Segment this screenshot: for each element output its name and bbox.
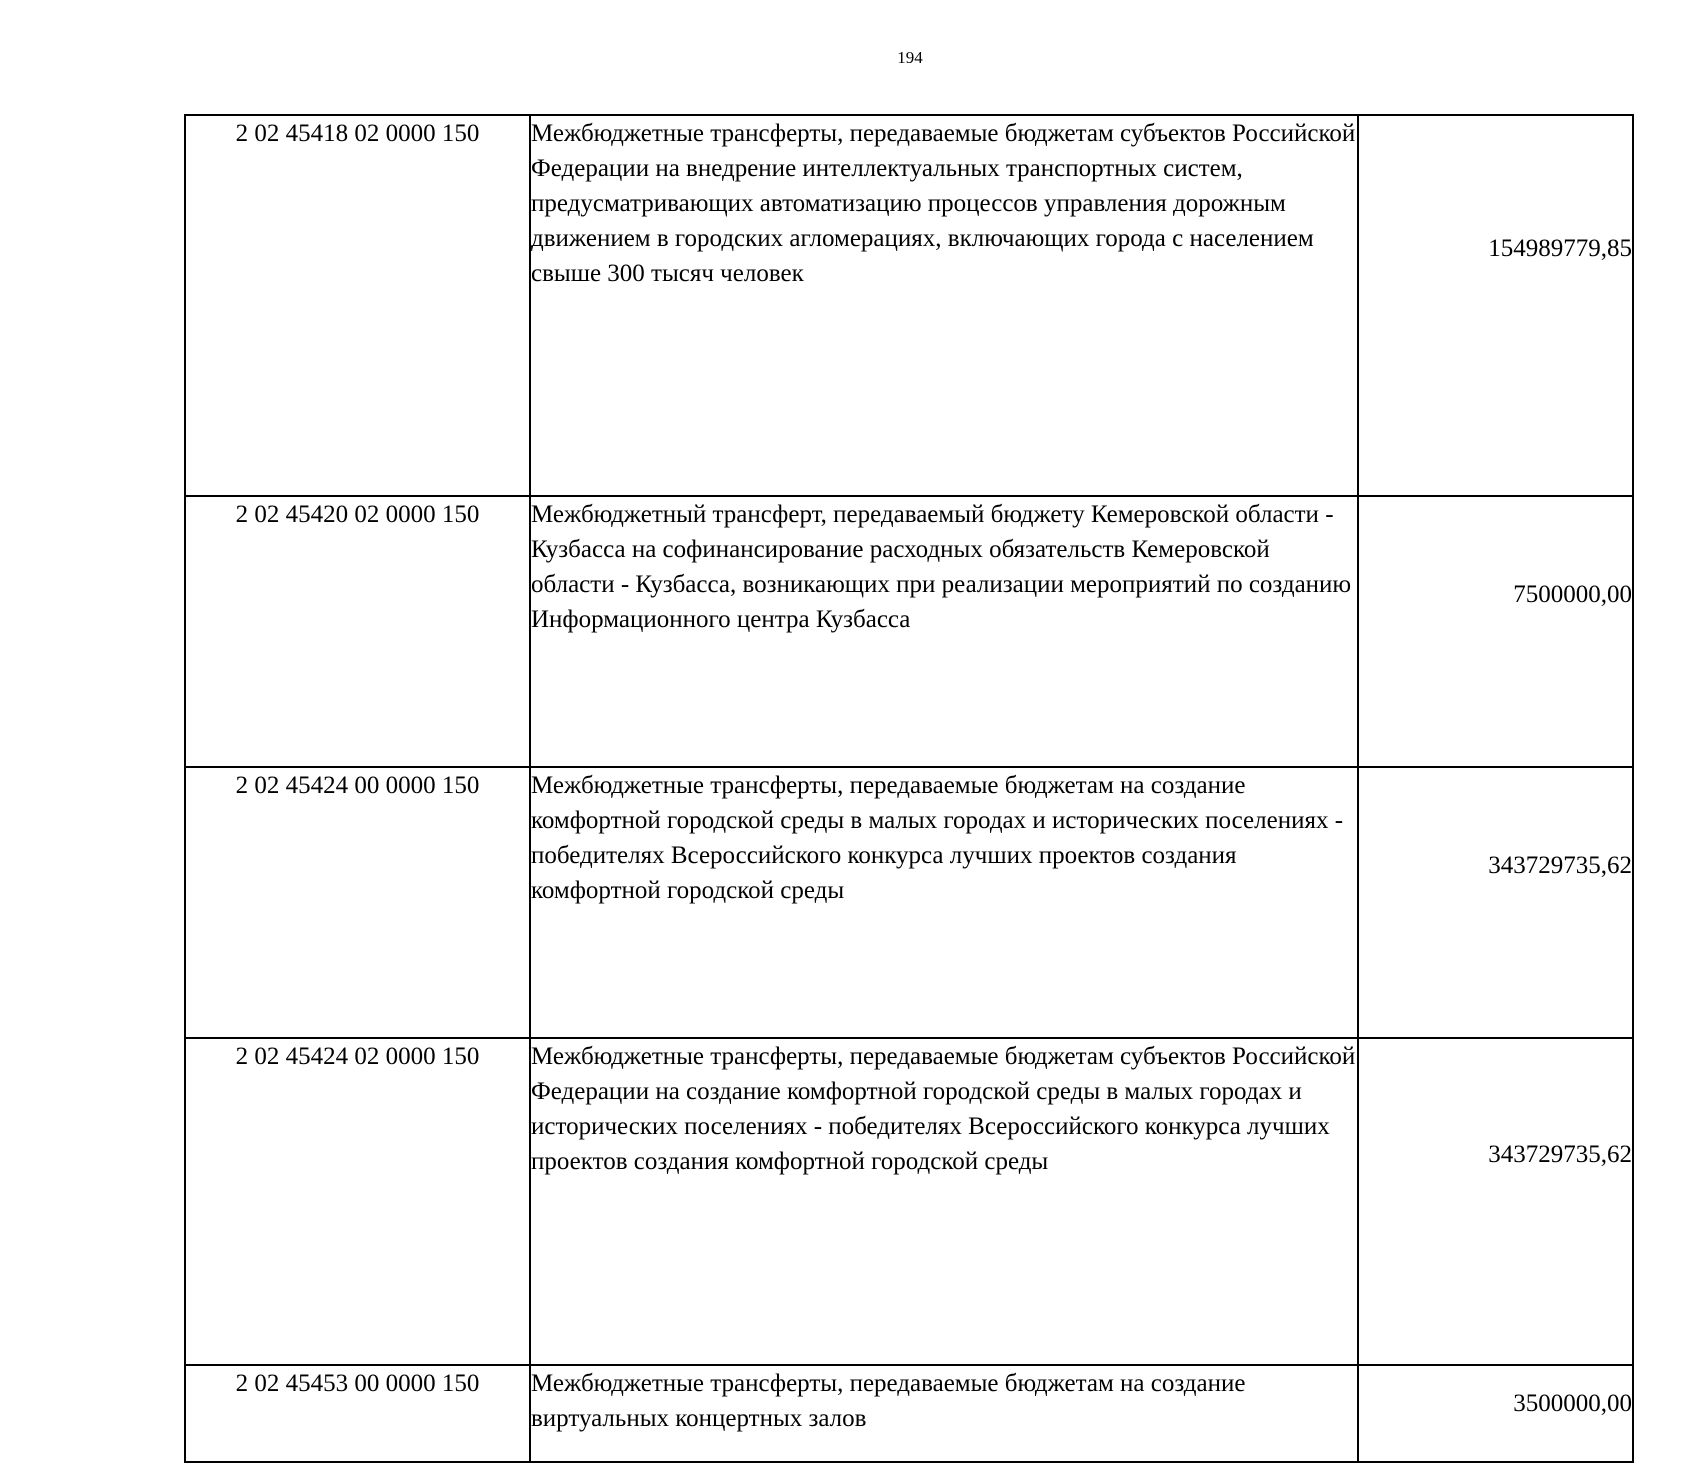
table-row xyxy=(185,1365,1633,1462)
budget-table xyxy=(184,114,1634,1463)
table-row xyxy=(185,1038,1633,1365)
amount-cell: 154989779,85 xyxy=(1358,115,1633,496)
description-cell: Межбюджетный трансферт, передаваемый бюджету Кемеровской области - Кузбасса на софинансирование расходных обязательств Кемеровской области - Кузбасса, возникающих при реализации мероприятий по созданию Информационного центра Кузбасса xyxy=(530,496,1358,767)
amount-cell: 3500000,00 xyxy=(1358,1365,1633,1462)
budget-code-cell: 2 02 45424 00 0000 150 xyxy=(185,767,530,1038)
table-row xyxy=(185,496,1633,767)
description-cell: Межбюджетные трансферты, передаваемые бюджетам на создание комфортной городской среды в малых городах и исторических поселениях - победителях Всероссийского конкурса лучших проектов создания комфортной городской среды xyxy=(530,767,1358,1038)
amount-cell: 7500000,00 xyxy=(1358,496,1633,767)
budget-code-cell: 2 02 45420 02 0000 150 xyxy=(185,496,530,767)
amount-cell: 343729735,62 xyxy=(1358,1038,1633,1365)
budget-code-cell: 2 02 45418 02 0000 150 xyxy=(185,115,530,496)
budget-code-cell: 2 02 45453 00 0000 150 xyxy=(185,1365,530,1462)
description-cell: Межбюджетные трансферты, передаваемые бюджетам субъектов Российской Федерации на создание комфортной городской среды в малых городах и исторических поселениях - победителях Всероссийского конкурса лучших проектов создания комфортной городской среды xyxy=(530,1038,1358,1365)
budget-code-cell: 2 02 45424 02 0000 150 xyxy=(185,1038,530,1365)
table-row xyxy=(185,767,1633,1038)
description-cell: Межбюджетные трансферты, передаваемые бюджетам на создание виртуальных концертных залов xyxy=(530,1365,1358,1462)
description-cell: Межбюджетные трансферты, передаваемые бюджетам субъектов Российской Федерации на внедрение интеллектуальных транспортных систем, предусматривающих автоматизацию процессов управления дорожным движением в городских агломерациях, включающих города с населением свыше 300 тысяч человек xyxy=(530,115,1358,496)
table-row xyxy=(185,115,1633,496)
amount-cell: 343729735,62 xyxy=(1358,767,1633,1038)
page-number: 194 xyxy=(897,48,923,67)
